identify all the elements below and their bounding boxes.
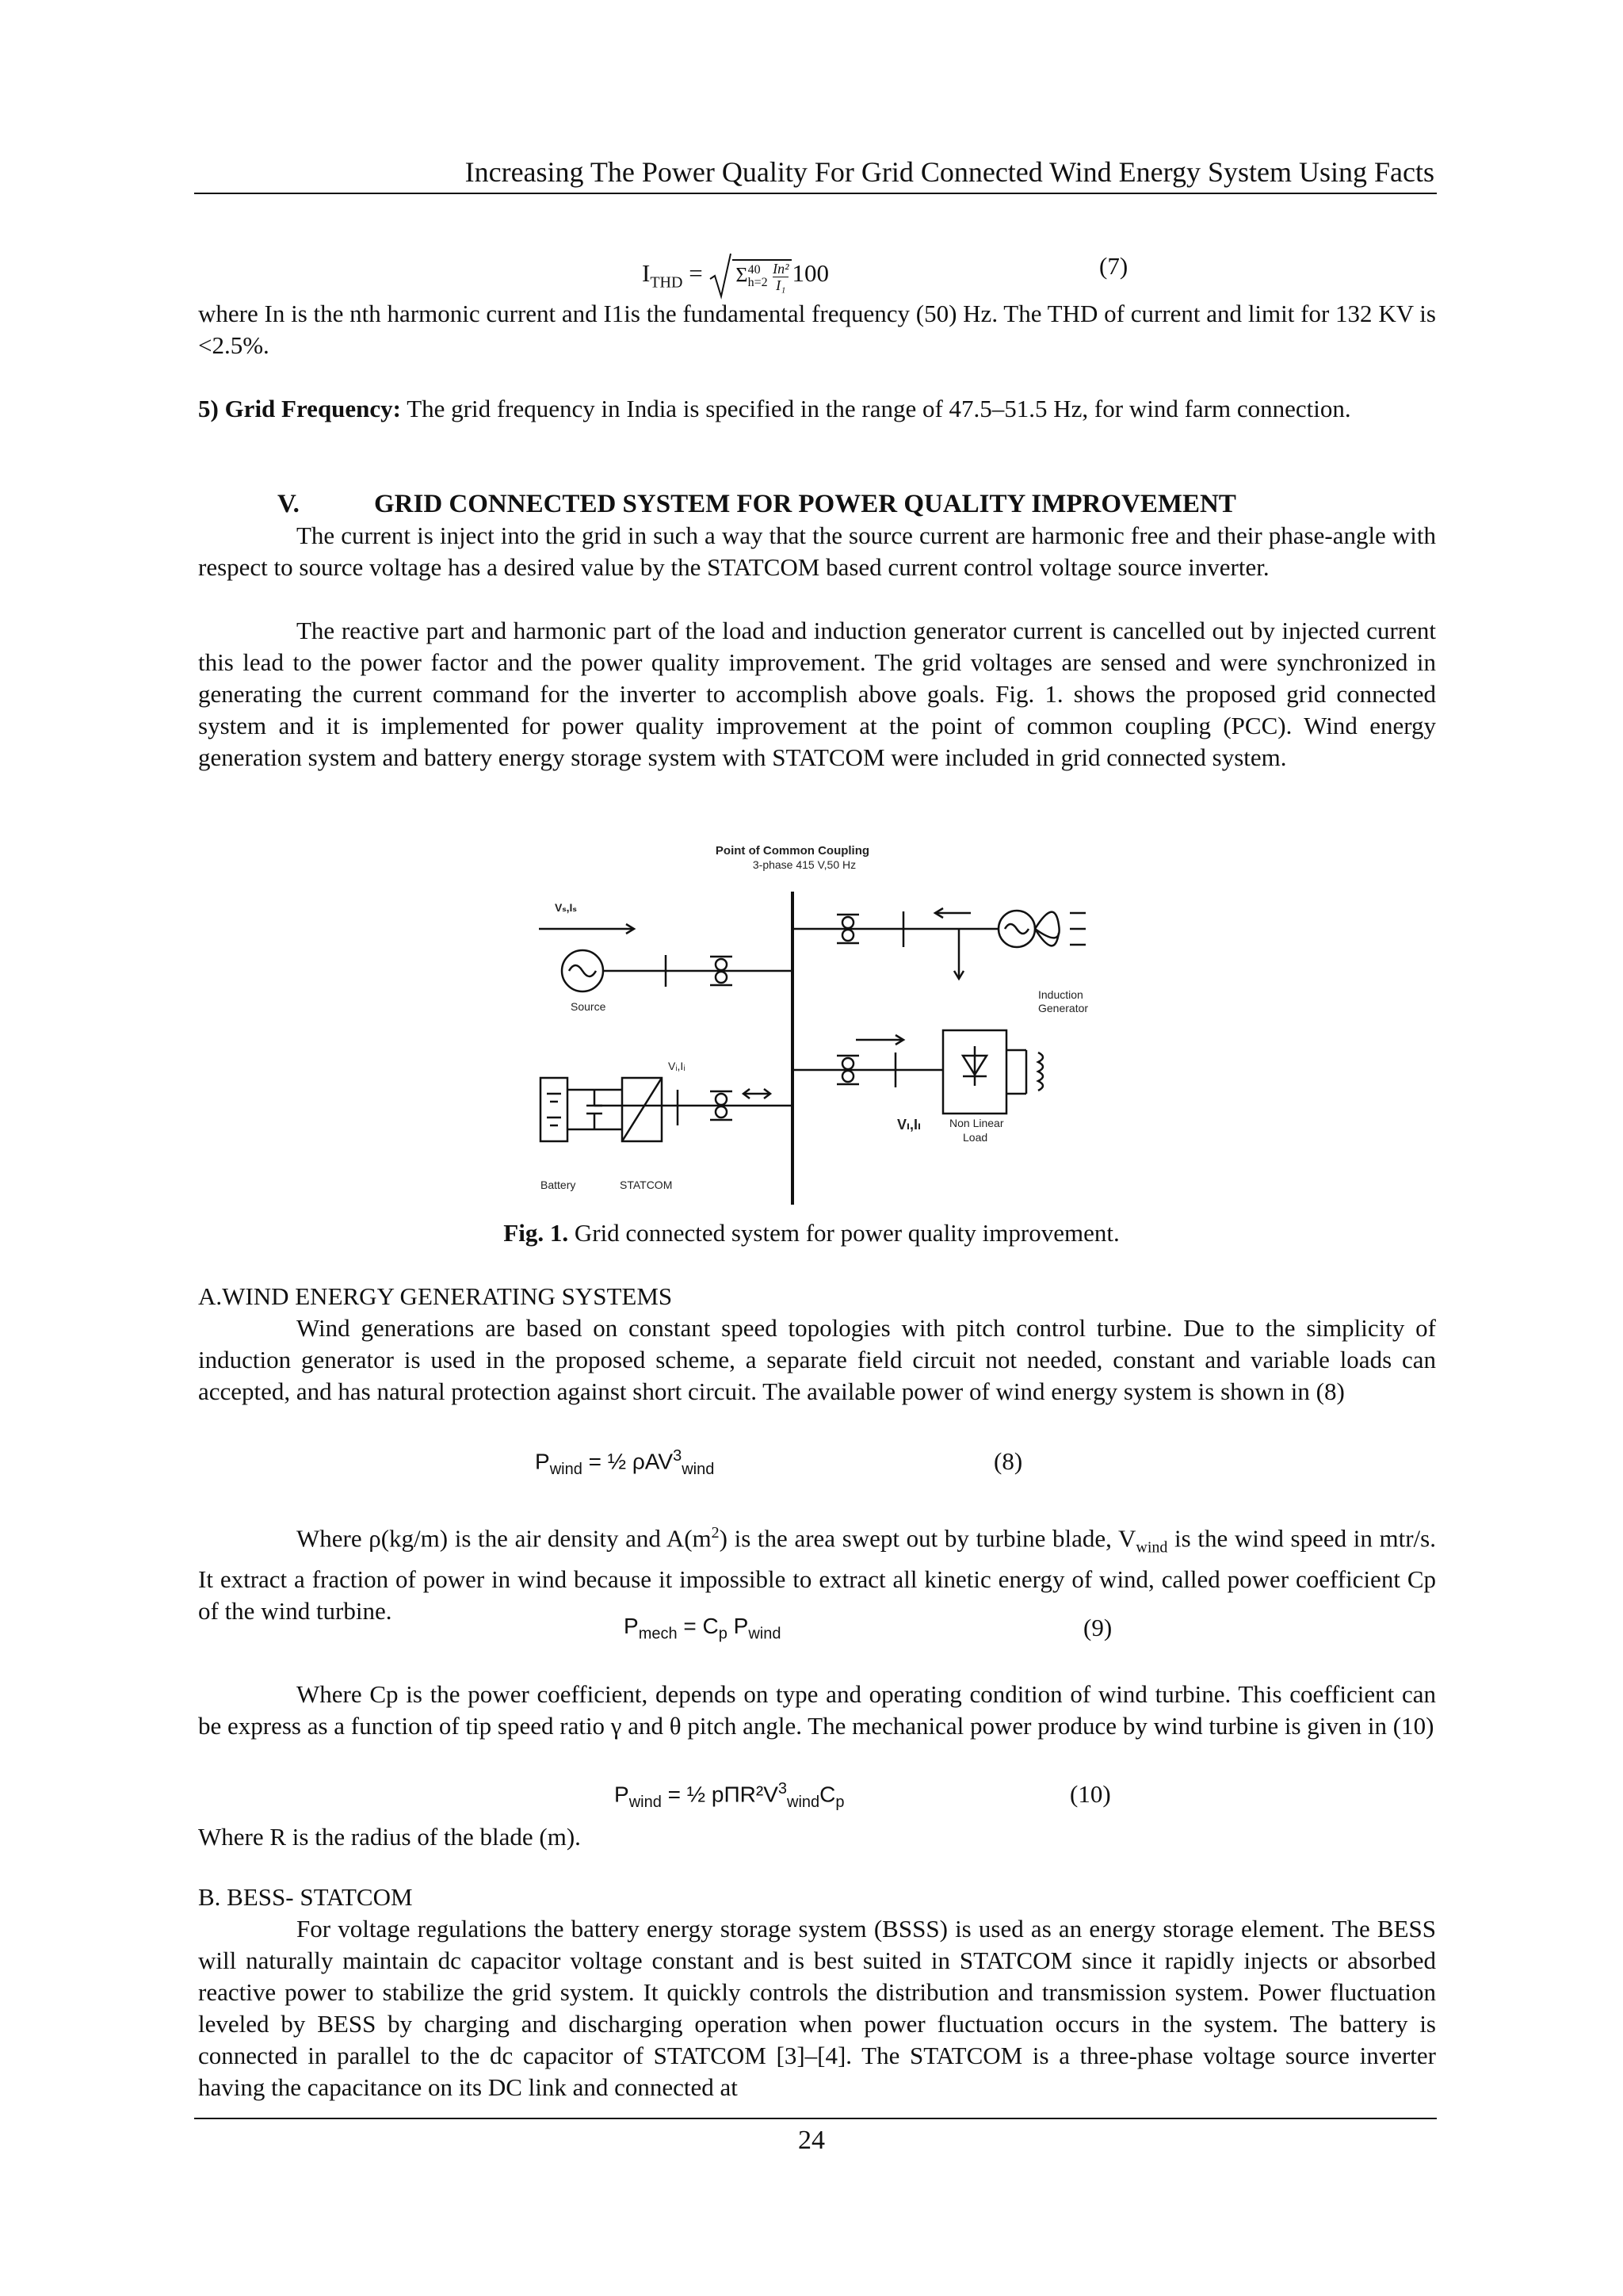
subsection-b-heading: B. BESS- STATCOM [198,1883,413,1911]
equation-8 [198,1441,1436,1485]
equation-8-body [535,1447,714,1479]
eq8-lhs-sub: wind [549,1460,582,1478]
label-battery: Battery [540,1179,576,1191]
label-statcom: STATCOM [620,1179,673,1191]
section-title: GRID CONNECTED SYSTEM FOR POWER QUALITY IMPROVEMENT [374,490,1236,518]
figure-1-caption [0,1219,1623,1247]
eq9-lhs-sub: mech [638,1625,678,1643]
eq10-tail: C [819,1782,836,1807]
section5-paragraph-2: The reactive part and harmonic part of the load and induction generator current is cancelled out by injected current this lead to the power factor and the power quality improvement. The grid voltages are sensed and were synchronized in generating the current command for the inverter to accomplish above goals. Fig. 1. shows the proposed grid connected system and it is implemented for power quality improvement at the point of common coupling (PCC). Wind energy generation system and battery energy storage system with STATCOM were included in grid connected system. [198,617,1436,771]
label-vs-is: Vₛ,Iₛ [555,901,577,914]
eq10-number: (10) [1070,1780,1111,1808]
eq8-sup: 3 [673,1447,682,1465]
eq8-lhs: P [535,1449,550,1474]
label-vi-ii: Vᵢ,Iᵢ [668,1060,685,1072]
eq9-rhs: P [727,1614,749,1638]
label-vl-il: Vₗ,Iₗ [897,1117,921,1133]
eq8-mid: = ½ ρAV [582,1449,674,1474]
eq7-frac-num: In² [773,260,789,277]
eq10-tail-sub: p [835,1793,845,1811]
section-a-paragraph-1: Wind generations are based on constant speed topologies with pitch control turbine. Due to the simplicity of induction generator is used in the proposed scheme, a separate field circuit not needed, constant and variable loads can accepted, and has natural protection against short circuit. The available power of wind energy system is shown in (8) [198,1314,1436,1405]
para2-part-a: Where ρ(kg/m) is the air density and A(m [296,1524,712,1553]
eq7-eq-sign: = [682,259,703,288]
section-b-paragraph-1: For voltage regulations the battery energy storage system (BSSS) is used as an energy storage element. The BESS will naturally maintain dc capacitor voltage constant and is best suited in STATCOM since it rapidly injects or absorbed reactive power to stabilize the grid system. It quickly controls the distribution and transmission system. Power fluctuation leveled by BESS by charging and discharging operation when power fluctuation occurs in the system. The battery is connected in parallel to the dc capacitor of STATCOM [3]–[4]. The STATCOM is a three-phase voltage source inverter having the capacitance on its DC link and connected at [198,1915,1436,2101]
figure-1-diagram [531,840,1102,1205]
label-load: Load [963,1131,988,1144]
eq9-mid-sub: p [718,1625,727,1643]
equation-10-body [614,1780,845,1812]
paragraph-thd: where In is the nth harmonic current and I1is the fundamental frequency (50) Hz. The THD of current and limit for 132 KV is <2.5%. [198,300,1436,359]
eq7-sum-top: 40 [747,263,761,277]
sqrt-icon [708,252,732,300]
label-generator: Generator [1038,1002,1089,1014]
eq8-sub: wind [682,1460,715,1478]
eq9-mid: = C [677,1614,719,1638]
eq10-sub: wind [787,1793,820,1811]
section5-paragraph-1: The current is inject into the grid in such a way that the source current are harmonic free and their phase-angle with respect to source voltage has a desired value by the STATCOM based current control voltage source inverter. [198,521,1436,581]
section-a-paragraph-3: Where Cp is the power coefficient, depends on type and operating condition of wind turbine. This coefficient can be express as a function of tip speed ratio γ and θ pitch angle. The mechanical power produce by wind turbine is given in (10) [198,1680,1436,1740]
header-rule [194,193,1437,194]
equation-7-body [642,252,829,300]
eq7-lhs: I [642,259,651,288]
footer-rule [194,2118,1437,2119]
figure-1-title: Point of Common Coupling [715,844,870,858]
label-induction: Induction [1038,988,1083,1001]
para2-sub: wind [1136,1538,1168,1557]
page-number: 24 [798,2126,825,2155]
eq7-radicand [732,259,792,293]
equation-10 [198,1775,1436,1820]
equation-7 [198,238,1436,301]
eq7-lhs-sub: THD [650,273,683,292]
eq9-lhs: P [624,1614,639,1638]
eq9-number: (9) [1083,1614,1113,1641]
figure-1-subtitle: 3-phase 415 V,50 Hz [752,858,857,871]
figure-1-caption-label: Fig. 1. [503,1219,569,1247]
label-source: Source [571,1000,606,1013]
paragraph-grid-frequency [198,393,1436,425]
eq10-lhs: P [614,1782,629,1807]
para2-sup: 2 [711,1524,720,1541]
equation-9-body [624,1614,781,1644]
label-nonlinear: Non Linear [949,1117,1004,1129]
eq7-number: (7) [1099,252,1128,280]
eq7-sum-limits [748,264,768,289]
eq8-number: (8) [994,1447,1023,1475]
eq7-factor: 100 [792,259,829,288]
eq7-frac-den: I₁ [776,277,786,293]
para2-part-b: ) is the area swept out by turbine blade, V [719,1524,1136,1553]
subsection-a-heading: A.WIND ENERGY GENERATING SYSTEMS [198,1282,673,1310]
section-a-paragraph-4: Where R is the radius of the blade (m). [198,1823,581,1851]
eq10-sup: 3 [777,1780,788,1797]
grid-frequency-label: 5) Grid Frequency: [198,395,402,422]
eq7-sum-bottom: h=2 [747,276,768,289]
grid-frequency-text: The grid frequency in India is specified in the range of 47.5–51.5 Hz, for wind farm connection. [401,395,1351,422]
eq7-sum-symbol: Σ [735,262,748,286]
eq7-fraction [773,261,789,293]
eq10-lhs-sub: wind [628,1793,662,1811]
eq9-rhs-sub: wind [748,1625,781,1643]
figure-1-caption-text: Grid connected system for power quality improvement. [568,1219,1120,1247]
equation-9 [198,1609,1436,1653]
para2-part-c: is the wind speed in mtr/s. It extract a fraction of power in wind because it impossible to extract all kinetic energy of wind, called power coefficient Cp of the wind turbine. [198,1524,1436,1625]
section-number: V. [277,490,300,518]
running-header: Increasing The Power Quality For Grid Connected Wind Energy System Using Facts [464,156,1434,188]
eq10-mid: = ½ pΠR²V [661,1782,778,1807]
